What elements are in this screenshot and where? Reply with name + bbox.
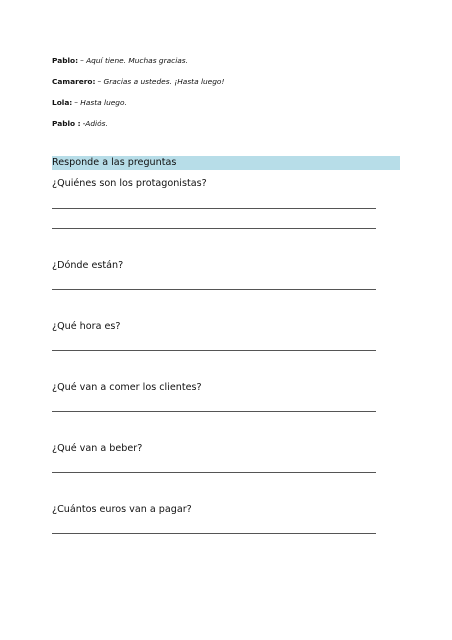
answer-line[interactable] (52, 350, 376, 351)
answer-line[interactable] (52, 411, 376, 412)
dialogue-line-lola (52, 98, 127, 107)
answer-line[interactable] (52, 533, 376, 534)
question-eat: ¿Qué van a comer los clientes? (52, 382, 202, 393)
question-pay: ¿Cuántos euros van a pagar? (52, 504, 192, 515)
speaker-name: Lola: (52, 98, 73, 107)
question-time: ¿Qué hora es? (52, 321, 121, 332)
speech-text: – Gracias a ustedes. ¡Hasta luego! (97, 77, 225, 86)
dialogue-line-pablo-1 (52, 56, 188, 65)
question-drink: ¿Qué van a beber? (52, 443, 143, 454)
section-header (52, 156, 400, 170)
speaker-name: Pablo: (52, 56, 79, 65)
question-where: ¿Dónde están? (52, 260, 124, 271)
answer-line[interactable] (52, 289, 376, 290)
dialogue-line-pablo-2 (52, 119, 108, 128)
speech-text: – Aquí tiene. Muchas gracias. (80, 56, 189, 65)
dialogue-line-camarero (52, 77, 224, 86)
speaker-name: Pablo : (52, 119, 81, 128)
speech-text: -Adiós. (82, 119, 108, 128)
speaker-name: Camarero: (52, 77, 96, 86)
question-protagonists: ¿Quiénes son los protagonistas? (52, 178, 207, 189)
answer-line[interactable] (52, 208, 376, 209)
answer-line[interactable] (52, 228, 376, 229)
speech-text: – Hasta luego. (74, 98, 127, 107)
answer-line[interactable] (52, 472, 376, 473)
section-title: Responde a las preguntas (52, 157, 177, 168)
